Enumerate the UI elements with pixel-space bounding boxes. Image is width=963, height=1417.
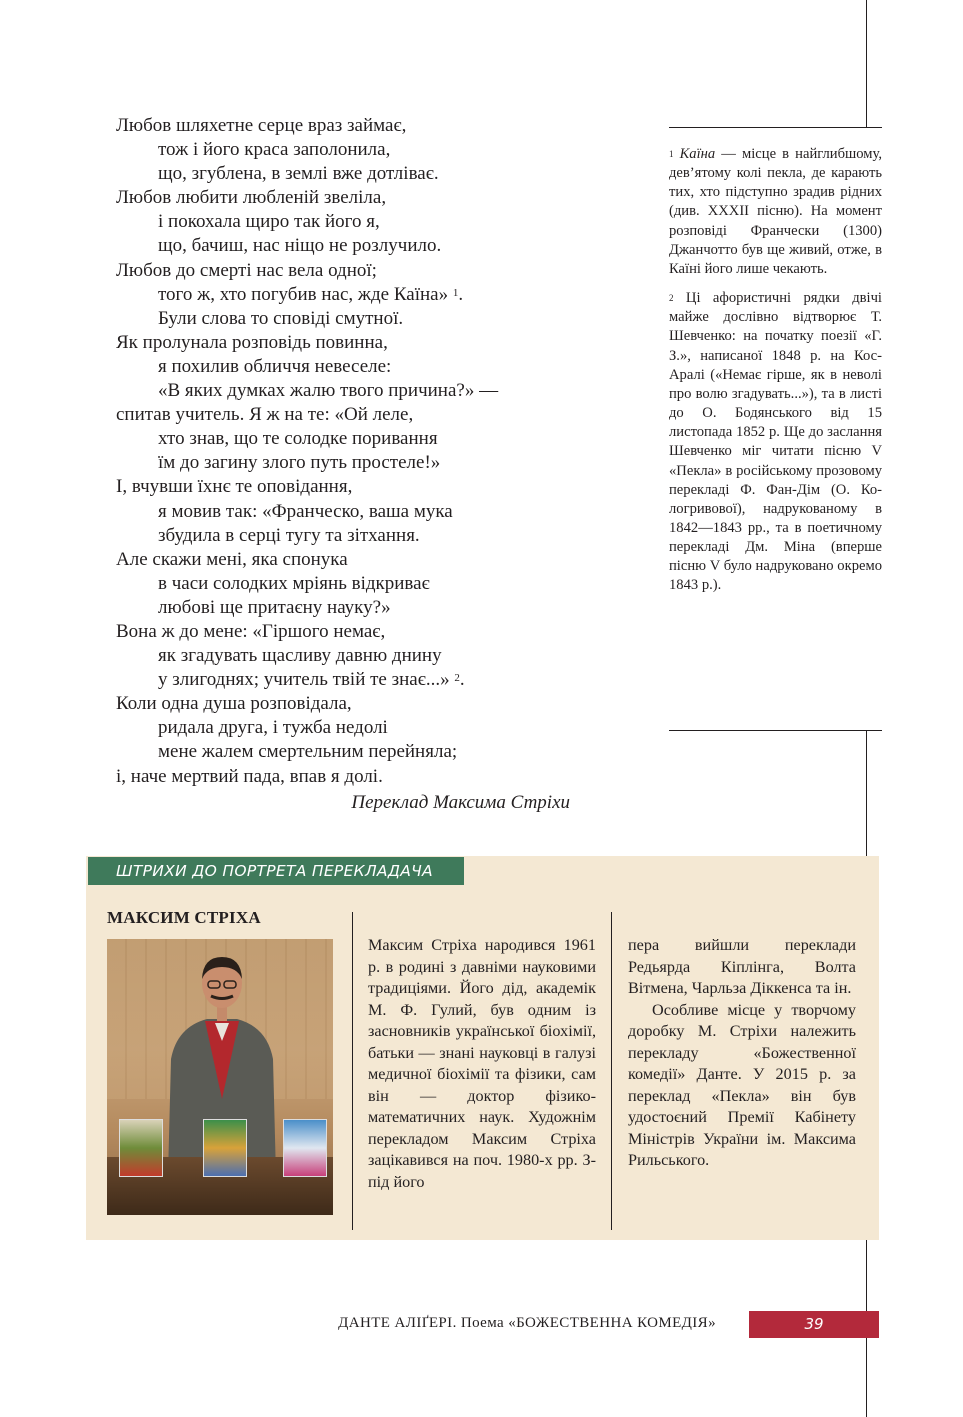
poem-line (116, 186, 636, 210)
poem-line-text: я мовив так: «Франческо, ваша мука (158, 500, 453, 522)
footnote-2 (669, 289, 882, 596)
poem-line (116, 740, 636, 764)
poem-line (116, 765, 636, 789)
poem-line-text: Вона ж до мене: «Гіршого немає, (116, 620, 386, 642)
poem-line-text: любові ще притаєну науку?» (158, 596, 391, 618)
book-cover-icon (119, 1119, 163, 1177)
footnote-text: Ці афористичні рядки двічі майже дослівно відтворює Т. Шевченко: на початку поезії «Г. З.», написаної 1848 р. на Кос-Аралі («Немає гірше, як в неволі про волю згадувать...»), та в листі до О. Бодянського від 15 листопада 1852 р. Ще до заслання Шевченко міг читати пісню V «Пекла» в російському прозовому перекладі Ф. Фан-Дім (О. Кологривової), надрукованому в 1842—1843 рр., та в поетичному перекладі Дм. Міна (вперше пісню V було надруковано окремо 1843 р.). (669, 290, 882, 594)
poem-line (116, 307, 636, 331)
poem-line (116, 524, 636, 548)
footnote-reference: 1 (452, 286, 459, 299)
footnote-top-rule (669, 127, 882, 128)
author-photo (107, 939, 333, 1215)
poem-line (116, 548, 636, 572)
poem-line-text: у злигоднях; учитель твій те знає...» (158, 669, 450, 691)
footnotes (669, 145, 882, 606)
poem-line-text: «В яких думках жалю твого причина?» — (158, 380, 499, 402)
top-vertical-rule (866, 0, 867, 128)
poem-line-text: ридала друга, і тужба недолі (158, 717, 388, 739)
poem-line (116, 210, 636, 234)
box-header: ШТРИХИ ДО ПОРТРЕТА ПЕРЕКЛАДАЧА (88, 857, 464, 885)
poem-line (116, 283, 636, 307)
footnote-1 (669, 145, 882, 279)
poem-line-text: тож і його краса заполонила, (158, 139, 391, 161)
poem-line-text: в часи солодких мріянь відкриває (158, 572, 430, 594)
poem-line (116, 451, 636, 475)
poem-line (116, 162, 636, 186)
poem-line (116, 234, 636, 258)
poem-line (116, 644, 636, 668)
footnote-reference: 2 (454, 672, 460, 685)
poem-line-text: І, вчувши їхнє те оповідання, (116, 476, 353, 498)
poem-line-text: як згадувать щасливу давню днину (158, 645, 442, 667)
poem-line-text: хто знав, що те солодке поривання (158, 428, 438, 450)
poem-line-text: і покохала щиро так його я, (158, 211, 380, 233)
poem-line (116, 259, 636, 283)
poem-line (116, 427, 636, 451)
column-divider-right (611, 912, 612, 1230)
poem-line (116, 379, 636, 403)
poem-line (116, 692, 636, 716)
poem-line (116, 668, 636, 692)
poem-line (116, 475, 636, 499)
poem-line-text: Як пролунала розповідь повинна, (116, 331, 388, 353)
bio-column-2 (628, 935, 856, 1172)
page-number: 39 (749, 1311, 879, 1338)
poem-line-text: того ж, хто погубив нас, жде Каїна» (158, 283, 449, 305)
poem-line-text: Любов любити любленій звеліла, (116, 187, 387, 209)
poem-line-text: збудила в серці тугу та зітхання. (158, 524, 420, 546)
column-divider-left (352, 912, 353, 1230)
poem-line-text: мене жалем смертельним перейняла; (158, 741, 458, 763)
bio-paragraph: Максим Стріха народився 1961 р. в родині з давніми науковими традиціями. Його дід, академік М. Ф. Гулий, був одним із засновників української біохімії, батьки — знані науковці в галузі медичної біохімії та фізики, сам він — доктор фізико-математичних наук. Художнім перекладом Максим Стріха зацікавився на поч. 1980-х рр. З-під його (368, 936, 596, 1191)
poem-line (116, 114, 636, 138)
poem-line (116, 331, 636, 355)
poem-line (116, 500, 636, 524)
poem-line-text: спитав учитель. Я ж на те: «Ой леле, (116, 404, 414, 426)
poem-line (116, 138, 636, 162)
book-cover-icon (283, 1119, 327, 1177)
poem-line-text: Були слова то сповіді смутної. (158, 307, 404, 329)
footnote-term: Каїна (679, 146, 716, 162)
book-cover-icon (203, 1119, 247, 1177)
footnote-bottom-rule (669, 730, 882, 731)
poem-line (116, 403, 636, 427)
footnote-text: — місце в найглибшому, дев’ятому колі пекла, де карають тих, хто підступно зрадив рідних (див. XXXII пісню). На момент розповіді Франчески (1300) Джанчотто був ще живий, отже, в Каїні його лише чекають. (669, 146, 882, 277)
poem-line-text: я похилив обличчя невеселе: (158, 355, 392, 377)
poem-line (116, 716, 636, 740)
poem-line (116, 572, 636, 596)
poem-line-text: Коли одна душа розповідала, (116, 693, 352, 715)
poem (116, 114, 636, 789)
poem-line-text: Любов шляхетне серце враз займає, (116, 115, 407, 136)
poem-line (116, 620, 636, 644)
poem-line-text: що, згублена, в землі вже дотліває. (158, 163, 439, 185)
bio-paragraph: пера вийшли переклади Редьярда Кіплінга, Волта Вітмена, Чарльза Діккенса та ін. (628, 936, 856, 997)
footnote-number: 2 (669, 293, 674, 304)
middle-vertical-rule (866, 730, 867, 856)
author-name: МАКСИМ СТРІХА (107, 908, 261, 927)
footnote-number: 1 (669, 149, 674, 159)
bio-column-1 (368, 935, 596, 1193)
poem-line-text: що, бачиш, нас ніщо не розлучило. (158, 235, 442, 257)
poem-line-punctuation: . (458, 283, 464, 305)
bio-paragraph: Особливе місце у творчому доробку М. Стріхи належить перекладу «Божественної комедії» Данте. У 2015 р. за переклад «Пекла» він був удостоєний Премії Кабінету Міністрів України ім. Максима Рильського. (628, 1000, 856, 1169)
poem-line (116, 596, 636, 620)
poem-line (116, 355, 636, 379)
translator-credit: Переклад Максима Стріхи (351, 792, 570, 813)
poem-line-text: і, наче мертвий пада, впав я долі. (116, 765, 383, 787)
poem-line-text: їм до загину злого путь простеле!» (158, 452, 441, 474)
poem-line-text: Але скажи мені, яка спонука (116, 548, 348, 570)
running-title: ДАНТЕ АЛІҐЕРІ. Поема «БОЖЕСТВЕННА КОМЕДІЯ» (338, 1315, 716, 1331)
poem-line-punctuation: . (459, 669, 465, 691)
poem-line-text: Любов до смерті нас вела одної; (116, 259, 377, 281)
